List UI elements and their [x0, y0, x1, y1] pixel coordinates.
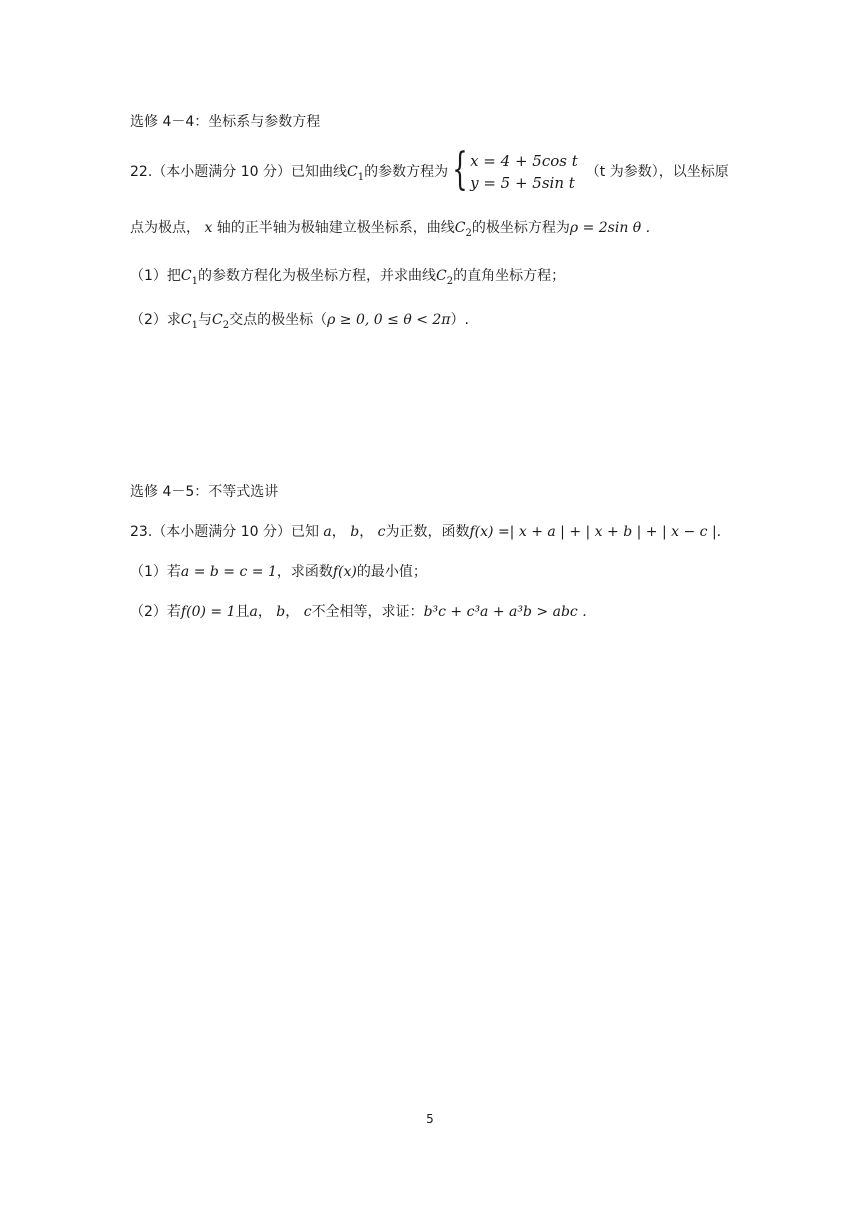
part-text: ，求函数	[276, 564, 333, 580]
function-ref: f(x)	[332, 564, 357, 580]
stem-text: 轴的正半轴为极轴建立极坐标系，曲线	[216, 220, 455, 236]
param-note: （t 为参数），以坐标原	[585, 164, 729, 180]
heading-text: 选修 4－4：坐标系与参数方程	[130, 114, 321, 130]
axis-x: x	[200, 220, 217, 236]
part-text: 的最小值；	[356, 564, 427, 580]
part-text: 与	[198, 312, 213, 328]
question-number: 23.	[130, 524, 153, 540]
section-heading-4-5	[130, 482, 278, 502]
var-b: b	[345, 524, 360, 540]
points-note: （本小题满分 10 分）	[152, 524, 291, 540]
var-c: c	[373, 524, 386, 540]
question-23-stem: 23.（本小题满分 10 分）已知 a， b， c为正数，函数f(x) =| x + a | + | x + b | + | x − c |.	[130, 524, 722, 540]
curve-c2: $C_2$	[436, 268, 454, 287]
part-label: （1）把	[130, 268, 181, 284]
stem-text: 的极坐标方程为	[471, 220, 570, 236]
var-a: a	[249, 604, 258, 620]
question-23-part-1	[130, 562, 427, 582]
stem-text: 已知	[290, 524, 319, 540]
heading-text: 选修 4－5：不等式选讲	[130, 484, 279, 500]
condition: f(0) = 1	[180, 604, 236, 620]
question-22-part-2	[130, 310, 469, 330]
var-a: a	[318, 524, 332, 540]
question-23-part-2: （2）若f(0) = 1且a， b， c不全相等，求证：b³c + c³a + a³b > abc .	[130, 604, 587, 620]
question-22-part-1	[130, 266, 565, 286]
part-text: ）.	[450, 312, 469, 328]
curve-c1: $C_1$	[346, 164, 365, 183]
stem-text: 点为极点，	[130, 220, 200, 236]
polar-condition: ρ ≥ 0, 0 ≤ θ < 2π	[327, 312, 451, 328]
var-b: b	[271, 604, 286, 620]
points-note: （本小题满分 10 分）	[152, 164, 291, 180]
function-definition: f(x) =| x + a | + | x + b | + | x − c |.	[469, 524, 722, 540]
part-text: 不全相等，求证：	[311, 604, 424, 620]
parametric-system	[470, 150, 578, 194]
part-text: 交点的极坐标（	[229, 312, 328, 328]
page-number: 5	[426, 1112, 434, 1126]
part-label: （2）求	[130, 312, 181, 328]
stem-text: 已知曲线	[290, 164, 347, 180]
equation-line-1: x = 4 + 5cos t	[470, 152, 578, 170]
curve-c2: $C_2$	[212, 312, 230, 331]
part-label: （2）若	[130, 604, 181, 620]
inequality: b³c + c³a + a³b > abc .	[423, 604, 587, 620]
part-text: 的直角坐标方程；	[453, 268, 566, 284]
equation-line-2: y = 5 + 5sin t	[470, 174, 575, 192]
condition: a = b = c = 1	[180, 564, 277, 580]
part-text: 且	[235, 604, 250, 620]
stem-text: 为正数，函数	[385, 524, 470, 540]
stem-text: 的参数方程为	[364, 164, 449, 180]
curve-c1: $C_1$	[180, 312, 199, 331]
curve-c2: $C_2$	[454, 220, 472, 239]
polar-equation: ρ = 2sin θ .	[569, 220, 651, 236]
part-label: （1）若	[130, 564, 181, 580]
question-number: 22.	[130, 164, 153, 180]
section-heading-4-4	[130, 112, 320, 132]
question-22-stem	[130, 144, 729, 195]
var-c: c	[299, 604, 312, 620]
part-text: 的参数方程化为极坐标方程，并求曲线	[198, 268, 437, 284]
question-22-stem-line2	[130, 218, 650, 238]
brace-symbol: {	[452, 144, 468, 195]
curve-c1: $C_1$	[180, 268, 199, 287]
